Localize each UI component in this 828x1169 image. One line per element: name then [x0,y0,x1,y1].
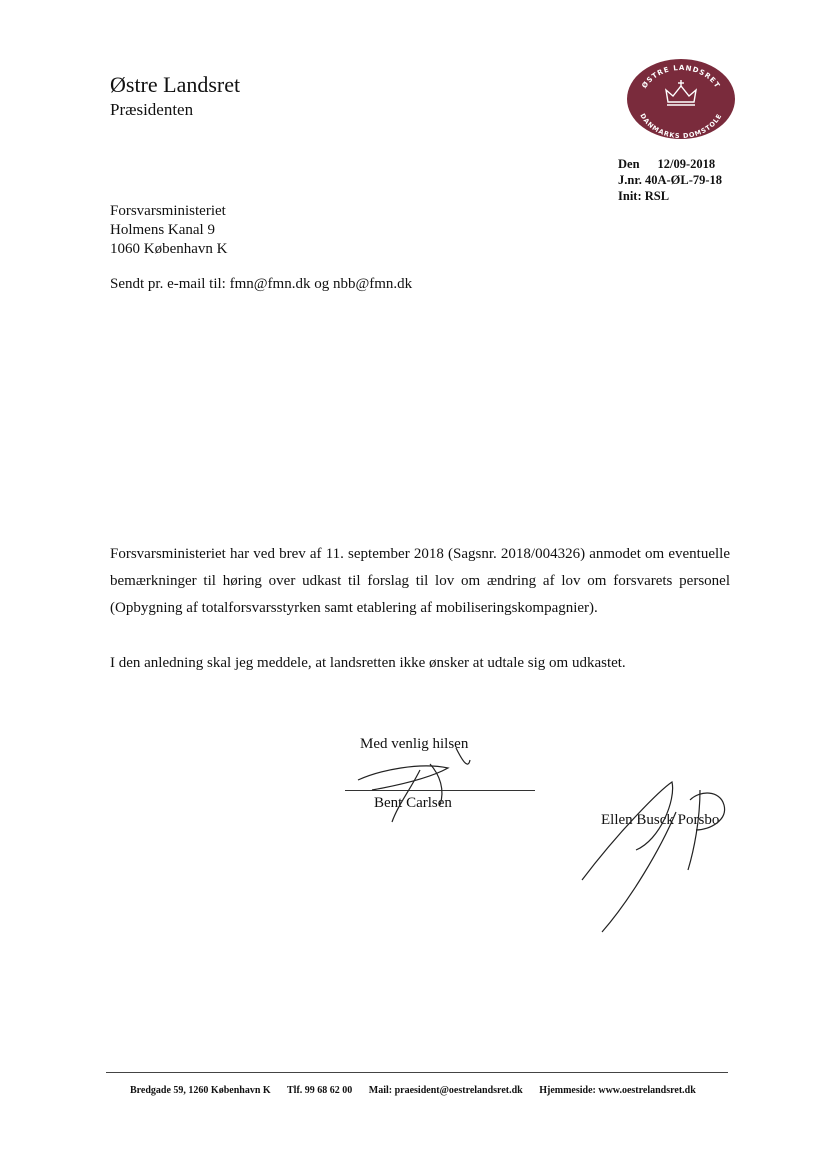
footer-divider [106,1072,728,1073]
initials: Init: RSL [618,189,670,203]
recipient-line: Forsvarsministeriet [110,203,226,219]
signatory-name-2: Ellen Busck Porsbo [601,812,720,828]
sent-by-email-line: Sendt pr. e-mail til: fmn@fmn.dk og nbb@fmn.dk [110,276,413,292]
footer-phone: Tlf. 99 68 62 00 [287,1085,353,1096]
date-value: 12/09-2018 [657,157,716,171]
court-seal-logo [626,58,736,140]
signatory-name-1: Bent Carlsen [374,795,452,811]
seal-bottom-text: DANMARKS DOMSTOLE [638,112,724,140]
body-paragraph-1: Forsvarsministeriet har ved brev af 11. september 2018 (Sagsnr. 2018/004326) anmodet om eventuelle bemærkninger til høring over udkast til forslag til lov om ændring af lov om forsvarets personel (Opbygning af totalforsvarsstyrken samt etablering af mobiliseringskompagnier). [110,546,730,616]
organization-subtitle: Præsidenten [110,100,194,119]
signature-2-icon [582,782,725,932]
journal-number: J.nr. 40A-ØL-79-18 [618,173,723,187]
body-paragraph-2: I den anledning skal jeg meddele, at landsretten ikke ønsker at udtale sig om udkastet. [110,655,626,671]
date-label: Den [618,157,640,171]
closing-greeting: Med venlig hilsen [360,736,469,752]
footer [130,1085,710,1096]
reference-block [618,156,722,204]
recipient-line: 1060 København K [110,241,228,257]
recipient-address [110,202,227,259]
organization-name: Østre Landsret [110,72,241,97]
recipient-line: Holmens Kanal 9 [110,222,215,238]
footer-mail: Mail: praesident@oestrelandsret.dk [368,1085,523,1096]
footer-address: Bredgade 59, 1260 København K [130,1085,271,1096]
seal-top-text: ØSTRE LANDSRET [640,63,722,90]
signature-line [345,790,535,791]
footer-web: Hjemmeside: www.oestrelandsret.dk [539,1085,696,1096]
